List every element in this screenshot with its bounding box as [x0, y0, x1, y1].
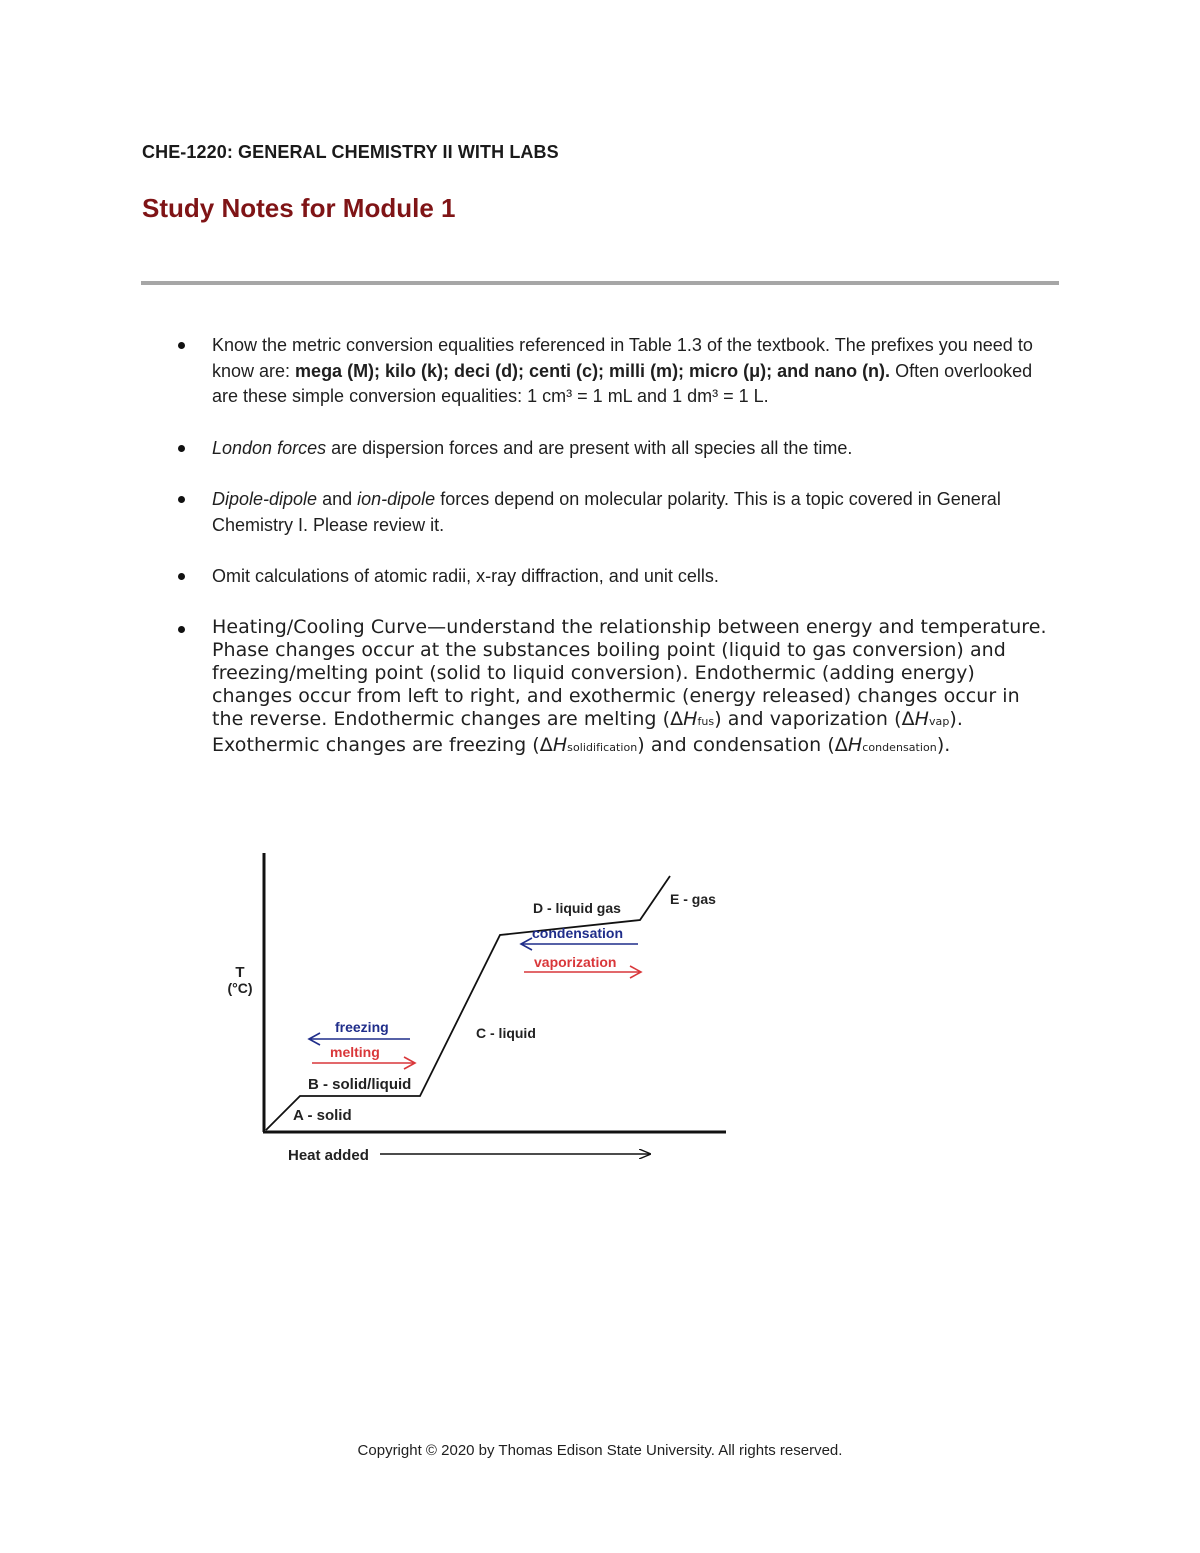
enthalpy-symbol: H [914, 708, 929, 731]
course-title: CHE-1220: GENERAL CHEMISTRY II WITH LABS [142, 142, 559, 162]
label-b-solid-liquid: B - solid/liquid [308, 1076, 412, 1093]
bullet-icon [178, 496, 185, 503]
dipole-term: Dipole-dipole [212, 489, 318, 509]
sub-vap: vap [928, 715, 950, 729]
label-a-solid: A - solid [293, 1107, 352, 1124]
footer-copyright: Copyright © 2020 by Thomas Edison State University. All rights reserved. [357, 1442, 843, 1459]
sub-solidification: solidification [567, 740, 638, 754]
sub-condensation: condensation [862, 740, 937, 754]
curve-text-3: ). Exothermic changes are freezing (Δ [212, 708, 963, 756]
enthalpy-symbol: H [552, 733, 568, 756]
metric-text-1: Know the metric conversion equalities referenced in Table 1.3 of the textbook. The prefixes you need to know are: [212, 335, 1033, 381]
enthalpy-symbol: H [847, 733, 863, 756]
curve-text-2: ) and vaporization (Δ [714, 708, 915, 731]
ion-dipole-term: ion-dipole [357, 489, 436, 509]
label-freezing: freezing [335, 1019, 389, 1035]
horizontal-divider [141, 281, 1059, 285]
label-melting: melting [330, 1044, 380, 1060]
y-axis-label-unit: (°C) [227, 980, 253, 996]
list-item-omit [172, 564, 1052, 590]
heating-curve-diagram [220, 840, 740, 1170]
london-text: are dispersion forces and are present with all species all the time. [326, 437, 853, 458]
label-c-liquid: C - liquid [476, 1025, 536, 1041]
list-item-dipole [172, 487, 1052, 538]
label-d-liquid-gas: D - liquid gas [533, 900, 621, 916]
dipole-and: and [317, 489, 358, 509]
curve-text-5: ). [936, 733, 951, 756]
bullet-icon [178, 626, 185, 633]
enthalpy-symbol: H [683, 708, 698, 731]
sub-fus: fus [697, 715, 715, 729]
label-condensation: condensation [532, 925, 624, 941]
list-item-london [172, 436, 1052, 462]
london-forces-term: London forces [212, 437, 327, 458]
bullet-icon [178, 573, 185, 580]
page-title: Study Notes for Module 1 [142, 193, 456, 223]
metric-prefixes: mega (M); kilo (k); deci (d); centi (c); milli (m); micro (μ); and nano (n). [295, 360, 891, 381]
curve-text-1: Heating/Cooling Curve—understand the relationship between energy and temperature. Phase changes occur at the substances boiling point (liquid to gas conversion) and freezing/melting point (solid to liquid conversion). Endothermic (adding energy) changes occur from left to right, and exothermic (energy released) changes occur in the reverse. Endothermic changes are melting (Δ [212, 615, 1047, 731]
label-vaporization: vaporization [534, 954, 617, 970]
x-axis-label: Heat added [288, 1147, 369, 1164]
bullet-icon [178, 342, 185, 349]
bullet-icon [178, 445, 185, 452]
label-e-gas: E - gas [670, 891, 716, 907]
list-item-heating-curve [172, 616, 1052, 759]
list-item-metric [172, 333, 1052, 410]
study-notes-list [172, 333, 1052, 785]
dipole-text: forces depend on molecular polarity. This is a topic covered in General Chemistry I. Please review it. [212, 489, 1001, 535]
omit-text: Omit calculations of atomic radii, x-ray diffraction, and unit cells. [212, 566, 719, 586]
curve-text-4: ) and condensation (Δ [637, 733, 848, 756]
y-axis-label-t: T [235, 964, 245, 981]
metric-text-2: Often overlooked are these simple conversion equalities: 1 cm³ = 1 mL and 1 dm³ = 1 L. [212, 360, 1033, 406]
